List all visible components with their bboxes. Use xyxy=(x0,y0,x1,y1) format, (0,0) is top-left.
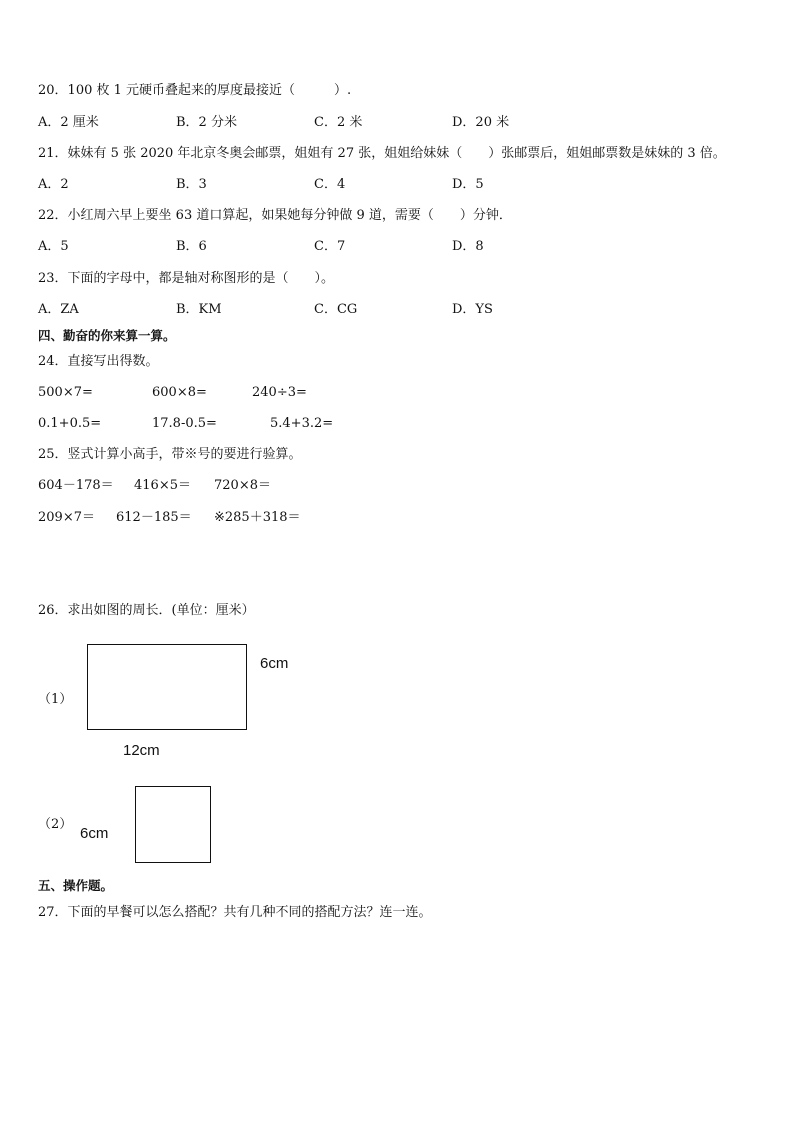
q25-expression: 416×5＝ xyxy=(134,478,191,493)
figure-2-label: （2） xyxy=(38,817,73,832)
question-20-stem: 20．100 枚 1 元硬币叠起来的厚度最接近（ ）. xyxy=(38,83,352,98)
q23-option-a: A．ZA xyxy=(38,302,79,317)
question-22-stem: 22．小红周六早上要坐 63 道口算起，如果她每分钟做 9 道，需要（ ）分钟． xyxy=(38,208,512,223)
question-24-stem: 24．直接写出得数。 xyxy=(38,354,159,369)
rectangle-figure xyxy=(87,644,247,730)
q22-option-b: B．6 xyxy=(176,239,207,254)
q23-option-c: C．CG xyxy=(314,302,358,317)
q24-expression: 5.4+3.2= xyxy=(270,416,334,431)
question-23-stem: 23．下面的字母中，都是轴对称图形的是（ ）。 xyxy=(38,271,335,286)
q24-expression: 500×7= xyxy=(38,385,93,400)
q21-option-b: B．3 xyxy=(176,177,207,192)
q25-expression: 720×8＝ xyxy=(214,478,271,493)
q22-option-d: D．8 xyxy=(452,239,484,254)
q20-option-c: C．2 米 xyxy=(314,115,363,130)
section-4-title: 四、勤奋的你来算一算。 xyxy=(38,328,176,343)
q20-option-a: A．2 厘米 xyxy=(38,115,99,130)
q22-option-a: A．5 xyxy=(38,239,69,254)
question-21-stem: 21．妹妹有 5 张 2020 年北京冬奥会邮票，姐姐有 27 张，姐姐给妹妹（ ）张邮票后，姐姐邮票数是妹妹的 3 倍。 xyxy=(38,146,726,161)
q25-expression: 209×7＝ xyxy=(38,510,95,525)
square-figure xyxy=(135,786,211,863)
q25-expression: 612－185＝ xyxy=(116,510,192,525)
q20-option-b: B．2 分米 xyxy=(176,115,237,130)
question-26-stem: 26．求出如图的周长．(单位：厘米） xyxy=(38,603,255,618)
q23-option-d: D．YS xyxy=(452,302,493,317)
q21-option-c: C．4 xyxy=(314,177,346,192)
q24-expression: 17.8-0.5= xyxy=(152,416,217,431)
figure-1-label: （1） xyxy=(38,692,73,707)
question-27-stem: 27．下面的早餐可以怎么搭配？共有几种不同的搭配方法？连一连。 xyxy=(38,905,432,920)
q20-option-d: D．20 米 xyxy=(452,115,510,130)
q21-option-a: A．2 xyxy=(38,177,69,192)
q25-expression: 604－178＝ xyxy=(38,478,114,493)
q22-option-c: C．7 xyxy=(314,239,346,254)
q23-option-b: B．KM xyxy=(176,302,222,317)
q24-expression: 600×8= xyxy=(152,385,207,400)
section-5-title: 五、操作题。 xyxy=(38,878,114,893)
q25-expression: ※285＋318＝ xyxy=(214,510,301,525)
q21-option-d: D．5 xyxy=(452,177,484,192)
question-25-stem: 25．竖式计算小高手，带※号的要进行验算。 xyxy=(38,447,302,462)
rectangle-width-label: 12cm xyxy=(123,742,160,759)
q24-expression: 240÷3= xyxy=(252,385,307,400)
rectangle-height-label: 6cm xyxy=(260,655,289,672)
square-side-label: 6cm xyxy=(80,825,109,842)
q24-expression: 0.1+0.5= xyxy=(38,416,102,431)
